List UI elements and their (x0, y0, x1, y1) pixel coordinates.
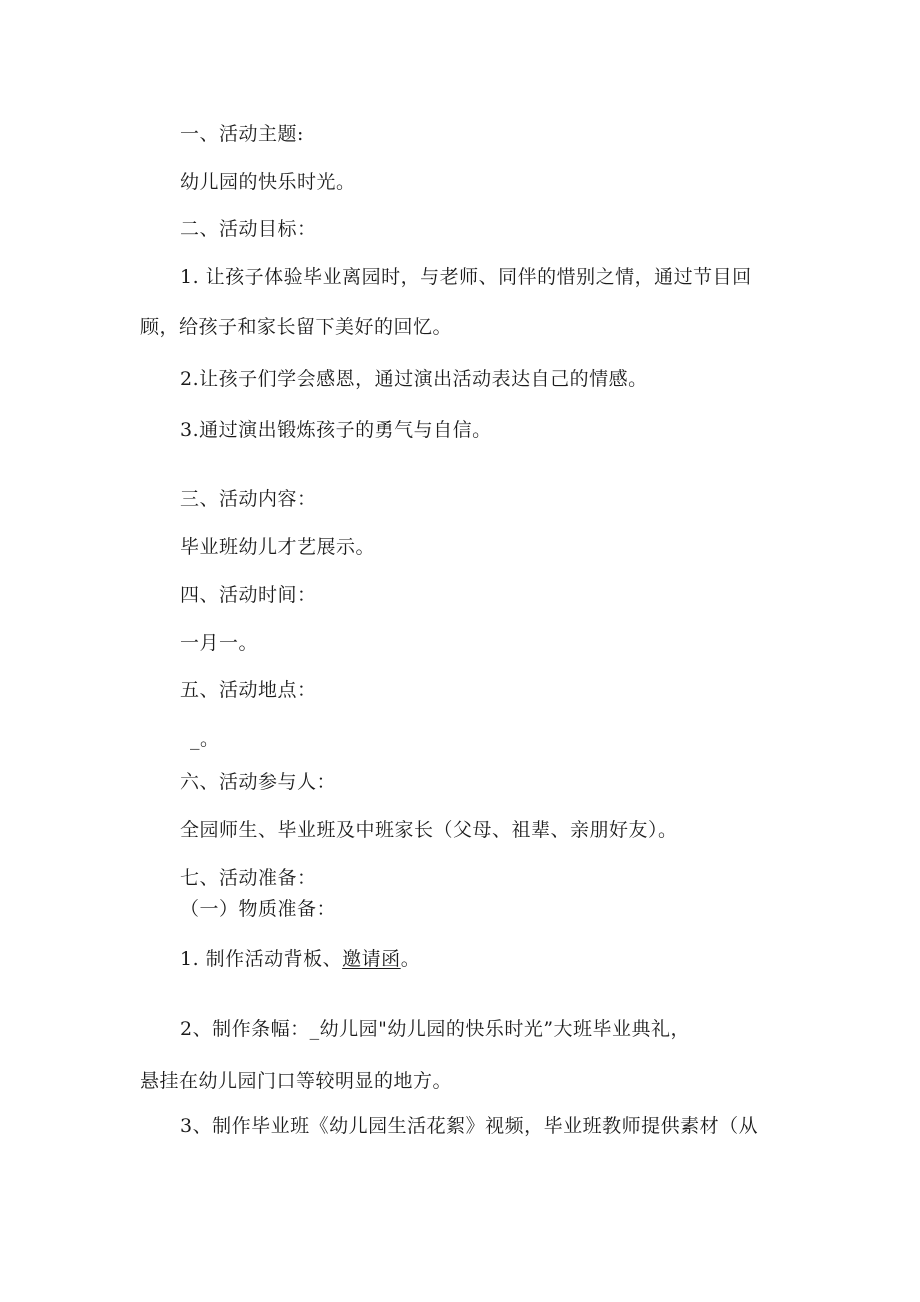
section-4-body: 一月一。 (180, 632, 259, 654)
section-6-body: 全园师生、毕业班及中班家长（父母、祖辈、亲朋好友）。 (180, 819, 678, 841)
section-1-body: 幼儿园的快乐时光。 (180, 171, 356, 193)
section-5-heading: 五、活动地点： (180, 679, 317, 701)
section-7-subheading: （一）物质准备： (180, 898, 337, 920)
goal-2: 2.让孩子们学会感恩，通过演出活动表达自己的情感。 (180, 368, 648, 390)
section-6-heading: 六、活动参与人： (180, 771, 337, 793)
section-4-heading: 四、活动时间： (180, 584, 317, 606)
invitation-link[interactable]: 邀请函 (342, 948, 401, 970)
prep-item-1-end: 。 (400, 948, 421, 970)
prep-item-2-line-2: 悬挂在幼儿园门口等较明显的地方。 (140, 1070, 453, 1092)
section-1-heading: 一、活动主题: (180, 123, 304, 145)
prep-item-1-text: 1. 制作活动背板、 (180, 948, 343, 970)
section-7-heading: 七、活动准备： (180, 867, 317, 889)
section-3-heading: 三、活动内容： (180, 488, 317, 510)
section-2-heading: 二、活动目标： (180, 218, 317, 240)
goal-1-line-2: 顾，给孩子和家长留下美好的回忆。 (140, 316, 453, 338)
goal-1-line-1: 1. 让孩子体验毕业离园时，与老师、同伴的惜别之情，通过节目回 (180, 266, 752, 288)
goal-3: 3.通过演出锻炼孩子的勇气与自信。 (180, 419, 492, 441)
section-3-body: 毕业班幼儿才艺展示。 (180, 536, 376, 558)
section-5-body: _。 (190, 728, 220, 750)
prep-item-3: 3、制作毕业班《幼儿园生活花絮》视频，毕业班教师提供素材（从 (180, 1115, 759, 1137)
prep-item-2-line-1: 2、制作条幅：_幼儿园"幼儿园的快乐时光”大班毕业典礼， (180, 1018, 691, 1040)
prep-item-1 (180, 947, 420, 971)
